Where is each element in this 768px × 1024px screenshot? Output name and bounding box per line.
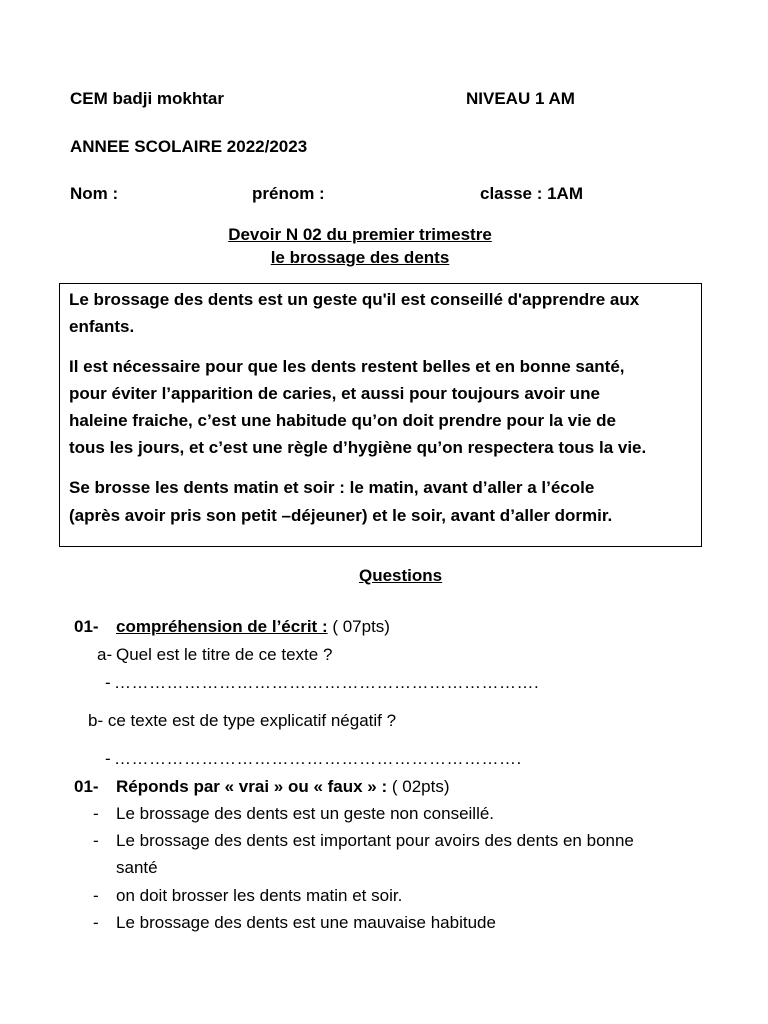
passage-box — [59, 283, 702, 547]
item-bullet: - — [93, 831, 99, 850]
firstname-label: prénom : — [252, 184, 325, 203]
question-a-label: a- — [97, 645, 113, 664]
item-bullet: - — [93, 804, 99, 823]
questions-heading: Questions — [359, 566, 443, 585]
section1-points: ( 07pts) — [327, 617, 390, 636]
question-a-text: Quel est le titre de ce texte ? — [116, 645, 333, 664]
true-false-item-continued: santé — [116, 858, 158, 877]
answer-dash: - — [105, 749, 111, 768]
assignment-title: Devoir N 02 du premier trimestre — [228, 225, 492, 244]
passage-line: haleine fraiche, c’est une habitude qu’on doit prendre pour la vie de — [69, 411, 616, 430]
section1-title: compréhension de l’écrit : — [116, 617, 328, 636]
class-label: classe : 1AM — [480, 184, 583, 203]
passage-line: pour éviter l’apparition de caries, et aussi pour toujours avoir une — [69, 384, 600, 403]
question-b-text: b- ce texte est de type explicatif négatif ? — [88, 711, 397, 730]
answer-line-a: ………………………………………………………………. — [114, 673, 540, 692]
section2-title: Réponds par « vrai » ou « faux » : — [116, 777, 388, 796]
section1-number: 01- — [74, 617, 99, 636]
school-year: ANNEE SCOLAIRE 2022/2023 — [70, 137, 308, 156]
level-label: NIVEAU 1 AM — [466, 89, 575, 108]
section2-number: 01- — [74, 777, 99, 796]
school-name: CEM badji mokhtar — [70, 89, 224, 108]
true-false-item: Le brossage des dents est important pour avoirs des dents en bonne — [116, 831, 634, 850]
section2-points: ( 02pts) — [387, 777, 450, 796]
true-false-item: Le brossage des dents est un geste non conseillé. — [116, 804, 495, 823]
passage-line: tous les jours, et c’est une règle d’hygiène qu’on respectera tous la vie. — [69, 438, 647, 457]
answer-dash: - — [105, 673, 111, 692]
section1-heading — [116, 617, 390, 637]
item-bullet: - — [93, 886, 99, 905]
true-false-item: on doit brosser les dents matin et soir. — [116, 886, 403, 905]
passage-line: Le brossage des dents est un geste qu'il est conseillé d'apprendre aux — [69, 290, 640, 309]
item-bullet: - — [93, 913, 99, 932]
answer-line-b: ……………………………………………………………. — [114, 749, 522, 768]
true-false-item: Le brossage des dents est une mauvaise habitude — [116, 913, 496, 932]
passage-line: Il est nécessaire pour que les dents restent belles et en bonne santé, — [69, 357, 625, 376]
passage-line: Se brosse les dents matin et soir : le matin, avant d’aller a l’école — [69, 478, 595, 497]
name-label: Nom : — [70, 184, 119, 203]
passage-line: (après avoir pris son petit –déjeuner) et le soir, avant d’aller dormir. — [69, 506, 613, 525]
passage-line: enfants. — [69, 317, 135, 336]
section2-heading — [116, 777, 450, 797]
text-title: le brossage des dents — [270, 248, 450, 267]
